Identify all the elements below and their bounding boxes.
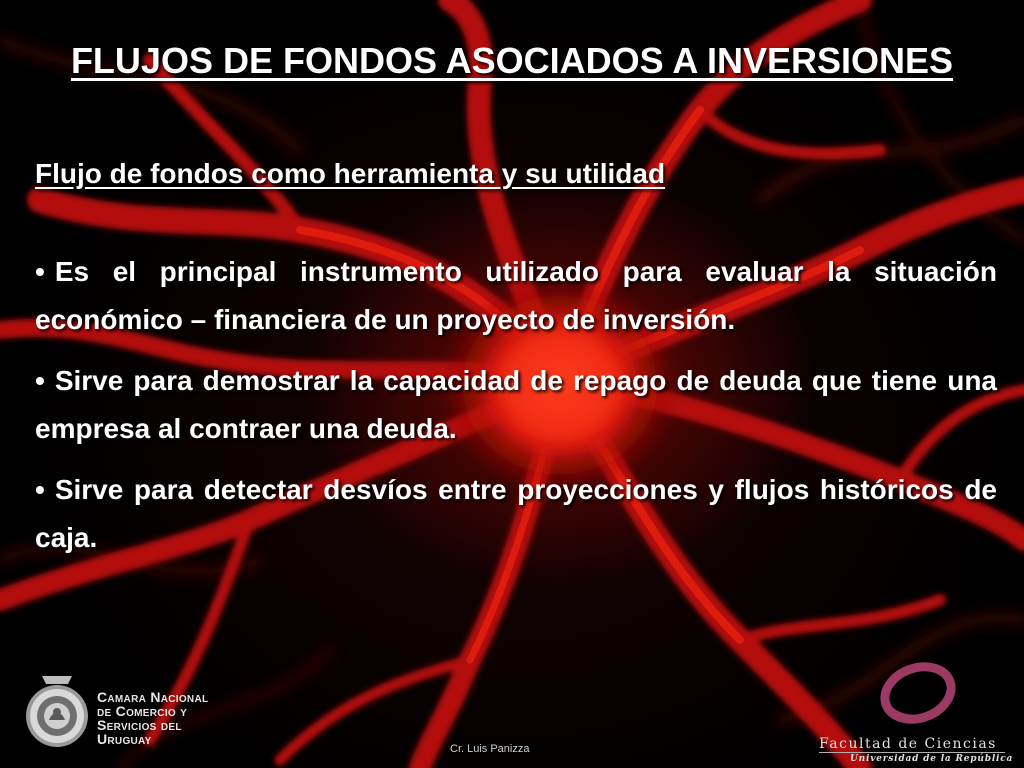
- bullet-list: [35, 248, 997, 575]
- bullet-item: • Sirve para demostrar la capacidad de repago de deuda que tiene una empresa al contraer una deuda.: [35, 357, 997, 453]
- bullet-item: • Es el principal instrumento utilizado para evaluar la situación económico – financiera de un proyecto de inversión.: [35, 248, 997, 344]
- org-line: de Comercio y: [97, 703, 188, 719]
- bullet-item: • Sirve para detectar desvíos entre proyecciones y flujos históricos de caja.: [35, 466, 997, 562]
- faculty-name: Facultad de Ciencias: [819, 736, 997, 752]
- author-credit: Cr. Luis Panizza: [450, 743, 530, 755]
- slide-title: FLUJOS DE FONDOS ASOCIADOS A INVERSIONES: [70, 40, 954, 81]
- org-line: Camara Nacional: [97, 689, 209, 705]
- organization-name: [97, 690, 208, 746]
- faculty-divider: [819, 752, 1005, 753]
- org-line: Servicios del: [97, 717, 182, 733]
- faculty-ring-logo-icon: [876, 660, 960, 726]
- slide-subtitle: Flujo de fondos como herramienta y su utilidad: [35, 158, 666, 189]
- university-name: Universidad de la República: [850, 754, 1014, 764]
- chamber-seal-icon: [22, 672, 92, 752]
- org-line: Uruguay: [97, 731, 152, 747]
